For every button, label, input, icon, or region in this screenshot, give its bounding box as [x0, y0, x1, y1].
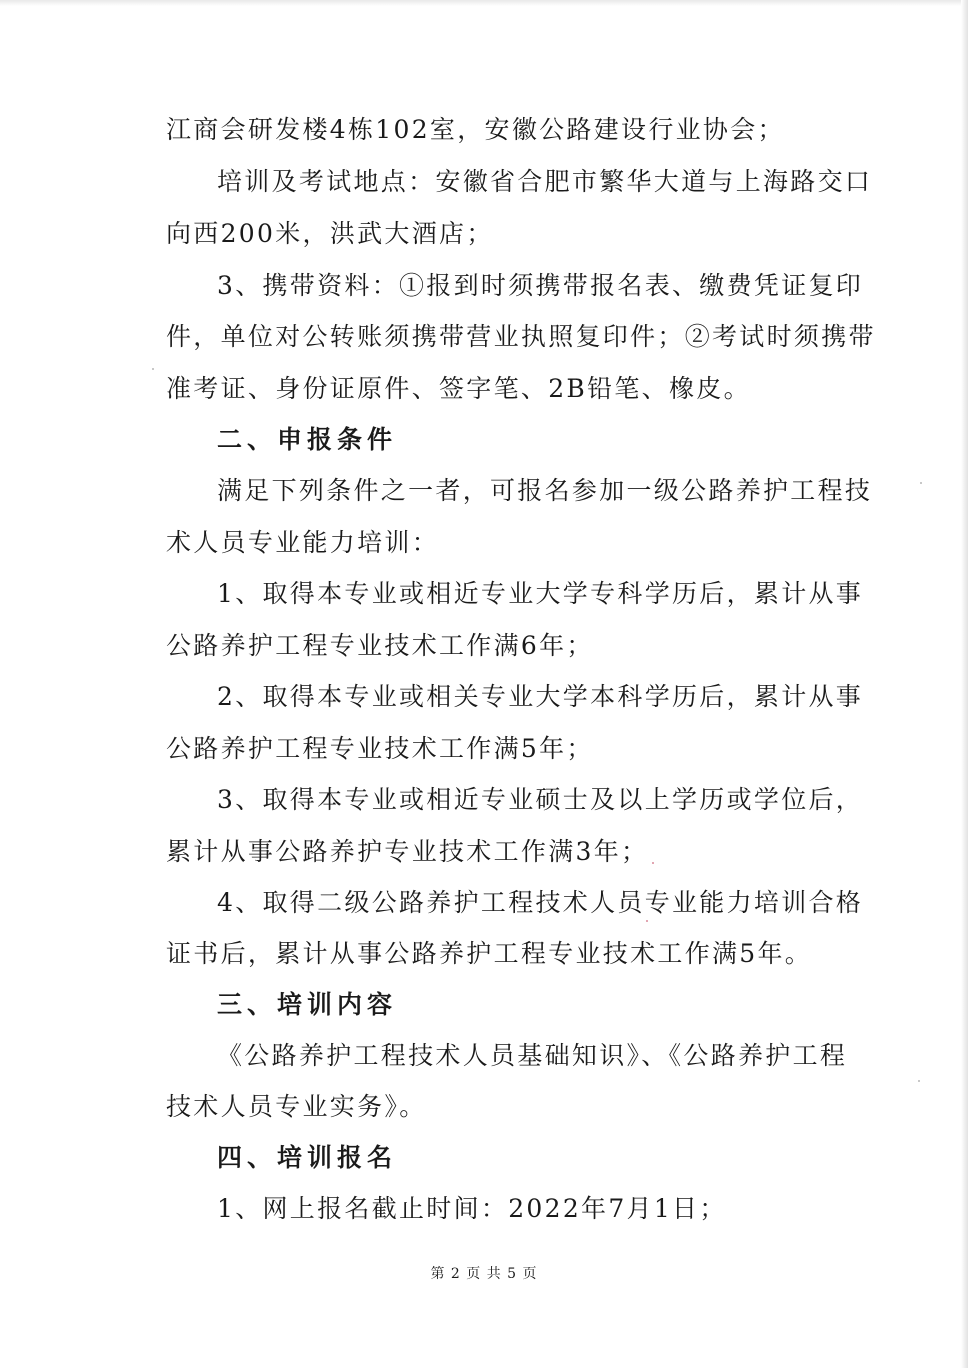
scan-edge-right	[961, 0, 968, 1368]
body-line: 3、携带资料：①报到时须携带报名表、缴费凭证复印	[217, 271, 864, 300]
body-line: 江商会研发楼4栋102室，安徽公路建设行业协会；	[166, 115, 785, 144]
body-line: 2、取得本专业或相关专业大学本科学历后，累计从事	[217, 682, 864, 711]
body-line: 公路养护工程专业技术工作满6年；	[166, 631, 594, 660]
body-line: 术人员专业能力培训：	[166, 528, 440, 557]
body-line: 培训及考试地点：安徽省合肥市繁华大道与上海路交口	[217, 167, 873, 196]
body-line: 累计从事公路养护专业技术工作满3年；	[166, 837, 649, 866]
scan-speck	[646, 920, 648, 922]
section-heading-application-conditions: 二、申报条件	[217, 425, 398, 454]
page-number: 第 2 页 共 5 页	[430, 1266, 538, 1282]
body-line: 1、网上报名截止时间：2022年7月1日；	[217, 1194, 727, 1223]
body-line: 1、取得本专业或相近专业大学专科学历后，累计从事	[217, 579, 864, 608]
body-line: 《公路养护工程技术人员基础知识》、《公路养护工程	[217, 1041, 848, 1070]
scan-edge-top	[0, 0, 968, 6]
body-line: 4、取得二级公路养护工程技术人员专业能力培训合格	[217, 888, 864, 917]
body-line: 技术人员专业实务》。	[166, 1092, 427, 1121]
body-line: 公路养护工程专业技术工作满5年；	[166, 734, 594, 763]
scan-speck	[920, 482, 922, 484]
body-line: 件，单位对公转账须携带营业执照复印件；②考试时须携带	[166, 322, 876, 351]
scan-speck	[918, 1080, 920, 1082]
section-heading-training-registration: 四、培训报名	[217, 1143, 398, 1172]
scan-speck	[152, 368, 154, 370]
body-line: 向西200米，洪武大酒店；	[166, 219, 494, 248]
scan-speck	[652, 862, 654, 864]
body-line: 满足下列条件之一者，可报名参加一级公路养护工程技	[217, 476, 873, 505]
section-heading-training-content: 三、培训内容	[217, 990, 398, 1019]
body-line: 证书后，累计从事公路养护工程专业技术工作满5年。	[166, 939, 813, 968]
body-line: 准考证、身份证原件、签字笔、2B铅笔、橡皮。	[166, 374, 751, 403]
body-line: 3、取得本专业或相近专业硕士及以上学历或学位后，	[217, 785, 864, 814]
